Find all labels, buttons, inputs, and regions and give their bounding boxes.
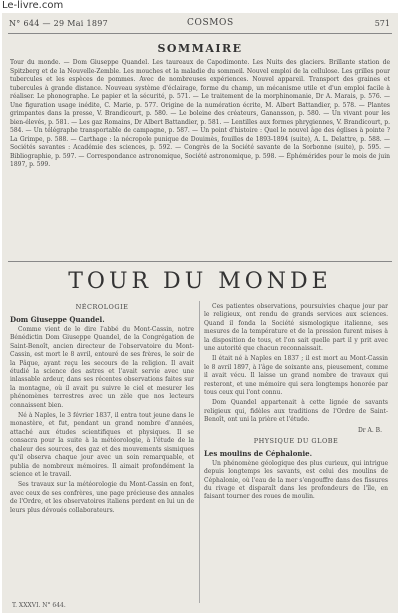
section-rule — [8, 261, 392, 262]
page-header — [2, 17, 398, 31]
article-subhead: Les moulins de Céphalonie. — [204, 448, 313, 458]
issue-number: N° 644 — 29 Mai 1897 — [9, 19, 109, 28]
sommaire-text: Tour du monde. — Dom Giuseppe Quandel. Les taureaux de Capodimonte. Les Nuits des glaciers. Brillante station de Spitzberg et de la Nouvelle-Zemble. Les mouches et la maladie du sommeil. Nouvel emploi de la cellulose. Les grilles pour tubercules et les espèces de pommes. Avec de nombreuses expériences. Nouvel appareil. Transport des graines et tubercules à grande distance. Nouveau système d'éclairage, forme du champ, un mécanisme utile et d'un emploi facile à réaliser. Le phonographe. Le papier et la sécurité, p. 571. — Le traitement de la morphinomanie, Dr A. Marais, p. 576. — Une figuration usage inédite, C. Marie, p. 577. Origine de la numération écrite, M. Albert Battandier, p. 578. — Plantes grimpantes dans la presse, V. Brandicourt, p. 580. — Le boleine des créateurs, Ganansson, p. 580. — Un vivant pour les bien-élevés, p. 581. — Les gaz Romains, Dr Albert Battandier, p. 581. — Lentilles aux formes phrygiennes, V. Brandicourt, p. 584. — Un télégraphe transportable de campagne, p. 587. — Un point d'histoire : Quel le nouvel âge des églises à pointe ? La Grimpe, p. 588. — Carthage : la nécropole punique de Douimès, fouilles de 1893-1894 (suite), A. L. Delattre, p. 588. — Sociétés savantes : Académie des sciences, p. 592. — Congrès de la Société savante de la Sorbonne (suite), p. 595. — Bibliographie, p. 597. — Correspondance astronomique, Société astronomique, p. 598. — Éphémérides pour le mois de juin 1897, p. 599. — [10, 59, 390, 168]
article-subhead: Dom Giuseppe Quandel. — [10, 315, 105, 324]
journal-title: COSMOS — [187, 18, 234, 28]
article-paragraph: Un phénomène géologique des plus curieux, qui intrigue depuis longtemps les savants, est celui des moulins de Céphalonie, où l'eau de la mer s'engouffre dans des fissures du rivage et disparaît dans les profondeurs de l'île, en faisant tourner des roues de moulin. — [204, 459, 388, 501]
right-column — [204, 303, 388, 603]
page-number: 571 — [374, 19, 390, 28]
article-paragraph: Dom Quandel appartenait à cette lignée de savants religieux qui, fidèles aux traditions de l'Ordre de Saint-Benoît, ont uni la prière et l'étude. — [204, 399, 388, 424]
article-signature: Dr A. B. — [357, 426, 382, 434]
document-page — [2, 13, 398, 613]
left-column — [10, 303, 194, 603]
site-logo: Le-livre.com — [2, 0, 64, 11]
section-title: TOUR DU MONDE — [68, 269, 332, 294]
article-paragraph: Ces patientes observations, poursuivies chaque jour par le religieux, ont rendu de grands services aux sciences. Quand il fonda la Société sismologique italienne, ses mesures de la température et de la pression furent mises à la disposition de tous, et l'on sait quelle part il y prit avec une autorité que chacun reconnaissait. — [204, 303, 388, 353]
section-label-physique: PHYSIQUE DU GLOBE — [253, 436, 339, 445]
article-paragraph: Comme vient de le dire l'abbé du Mont-Cassin, notre Bénédictin Dom Giuseppe Quandel, de la Congrégation de Saint-Benoît, ancien directeur de l'observatoire du Mont-Cassin, est mort le 8 avril, entouré de ses frères, le soir de la Pâque, ayant reçu les secours de la religion. Il avait étudié la science des astres et l'avait servie avec une inlassable ardeur, dans ses récentes observations faites sur la montagne, où il avait pu suivre le ciel et mesurer les phénomènes terrestres avec un zèle que nos lecteurs connaissent bien. — [10, 326, 194, 409]
sommaire-title: SOMMAIRE — [157, 42, 243, 55]
article-paragraph: Ses travaux sur la météorologie du Mont-Cassin en font, avec ceux de ses confrères, une page précieuse des annales de l'Ordre, et les observatoires italiens perdent en lui un de leurs plus dévoués collaborateurs. — [10, 481, 194, 514]
page-footer: T. XXXVI. N° 644. — [12, 602, 66, 609]
section-label-necrologie: NÉCROLOGIE — [75, 303, 129, 311]
header-rule — [8, 33, 392, 34]
article-paragraph: Né à Naples, le 3 février 1837, il entra tout jeune dans le monastère, et fut, pendant un grand nombre d'années, attaché aux études scientifiques et physiques. Il se consacra pour la suite à la météorologie, à l'étude de la chaleur des sources, des gaz et des mouvements sismiques qu'il observa chaque jour avec un soin remarquable, et publia de nombreux mémoires. Il aimait profondément la science et le travail. — [10, 412, 194, 478]
column-divider — [199, 301, 200, 603]
article-paragraph: Il était né à Naples en 1837 ; il est mort au Mont-Cassin le 8 avril 1897, à l'âge de soixante ans, pieusement, comme il avait vécu. Il laisse un grand nombre de travaux qui resteront, et une mémoire qui sera longtemps honorée par tous ceux qui l'ont connu. — [204, 355, 388, 397]
